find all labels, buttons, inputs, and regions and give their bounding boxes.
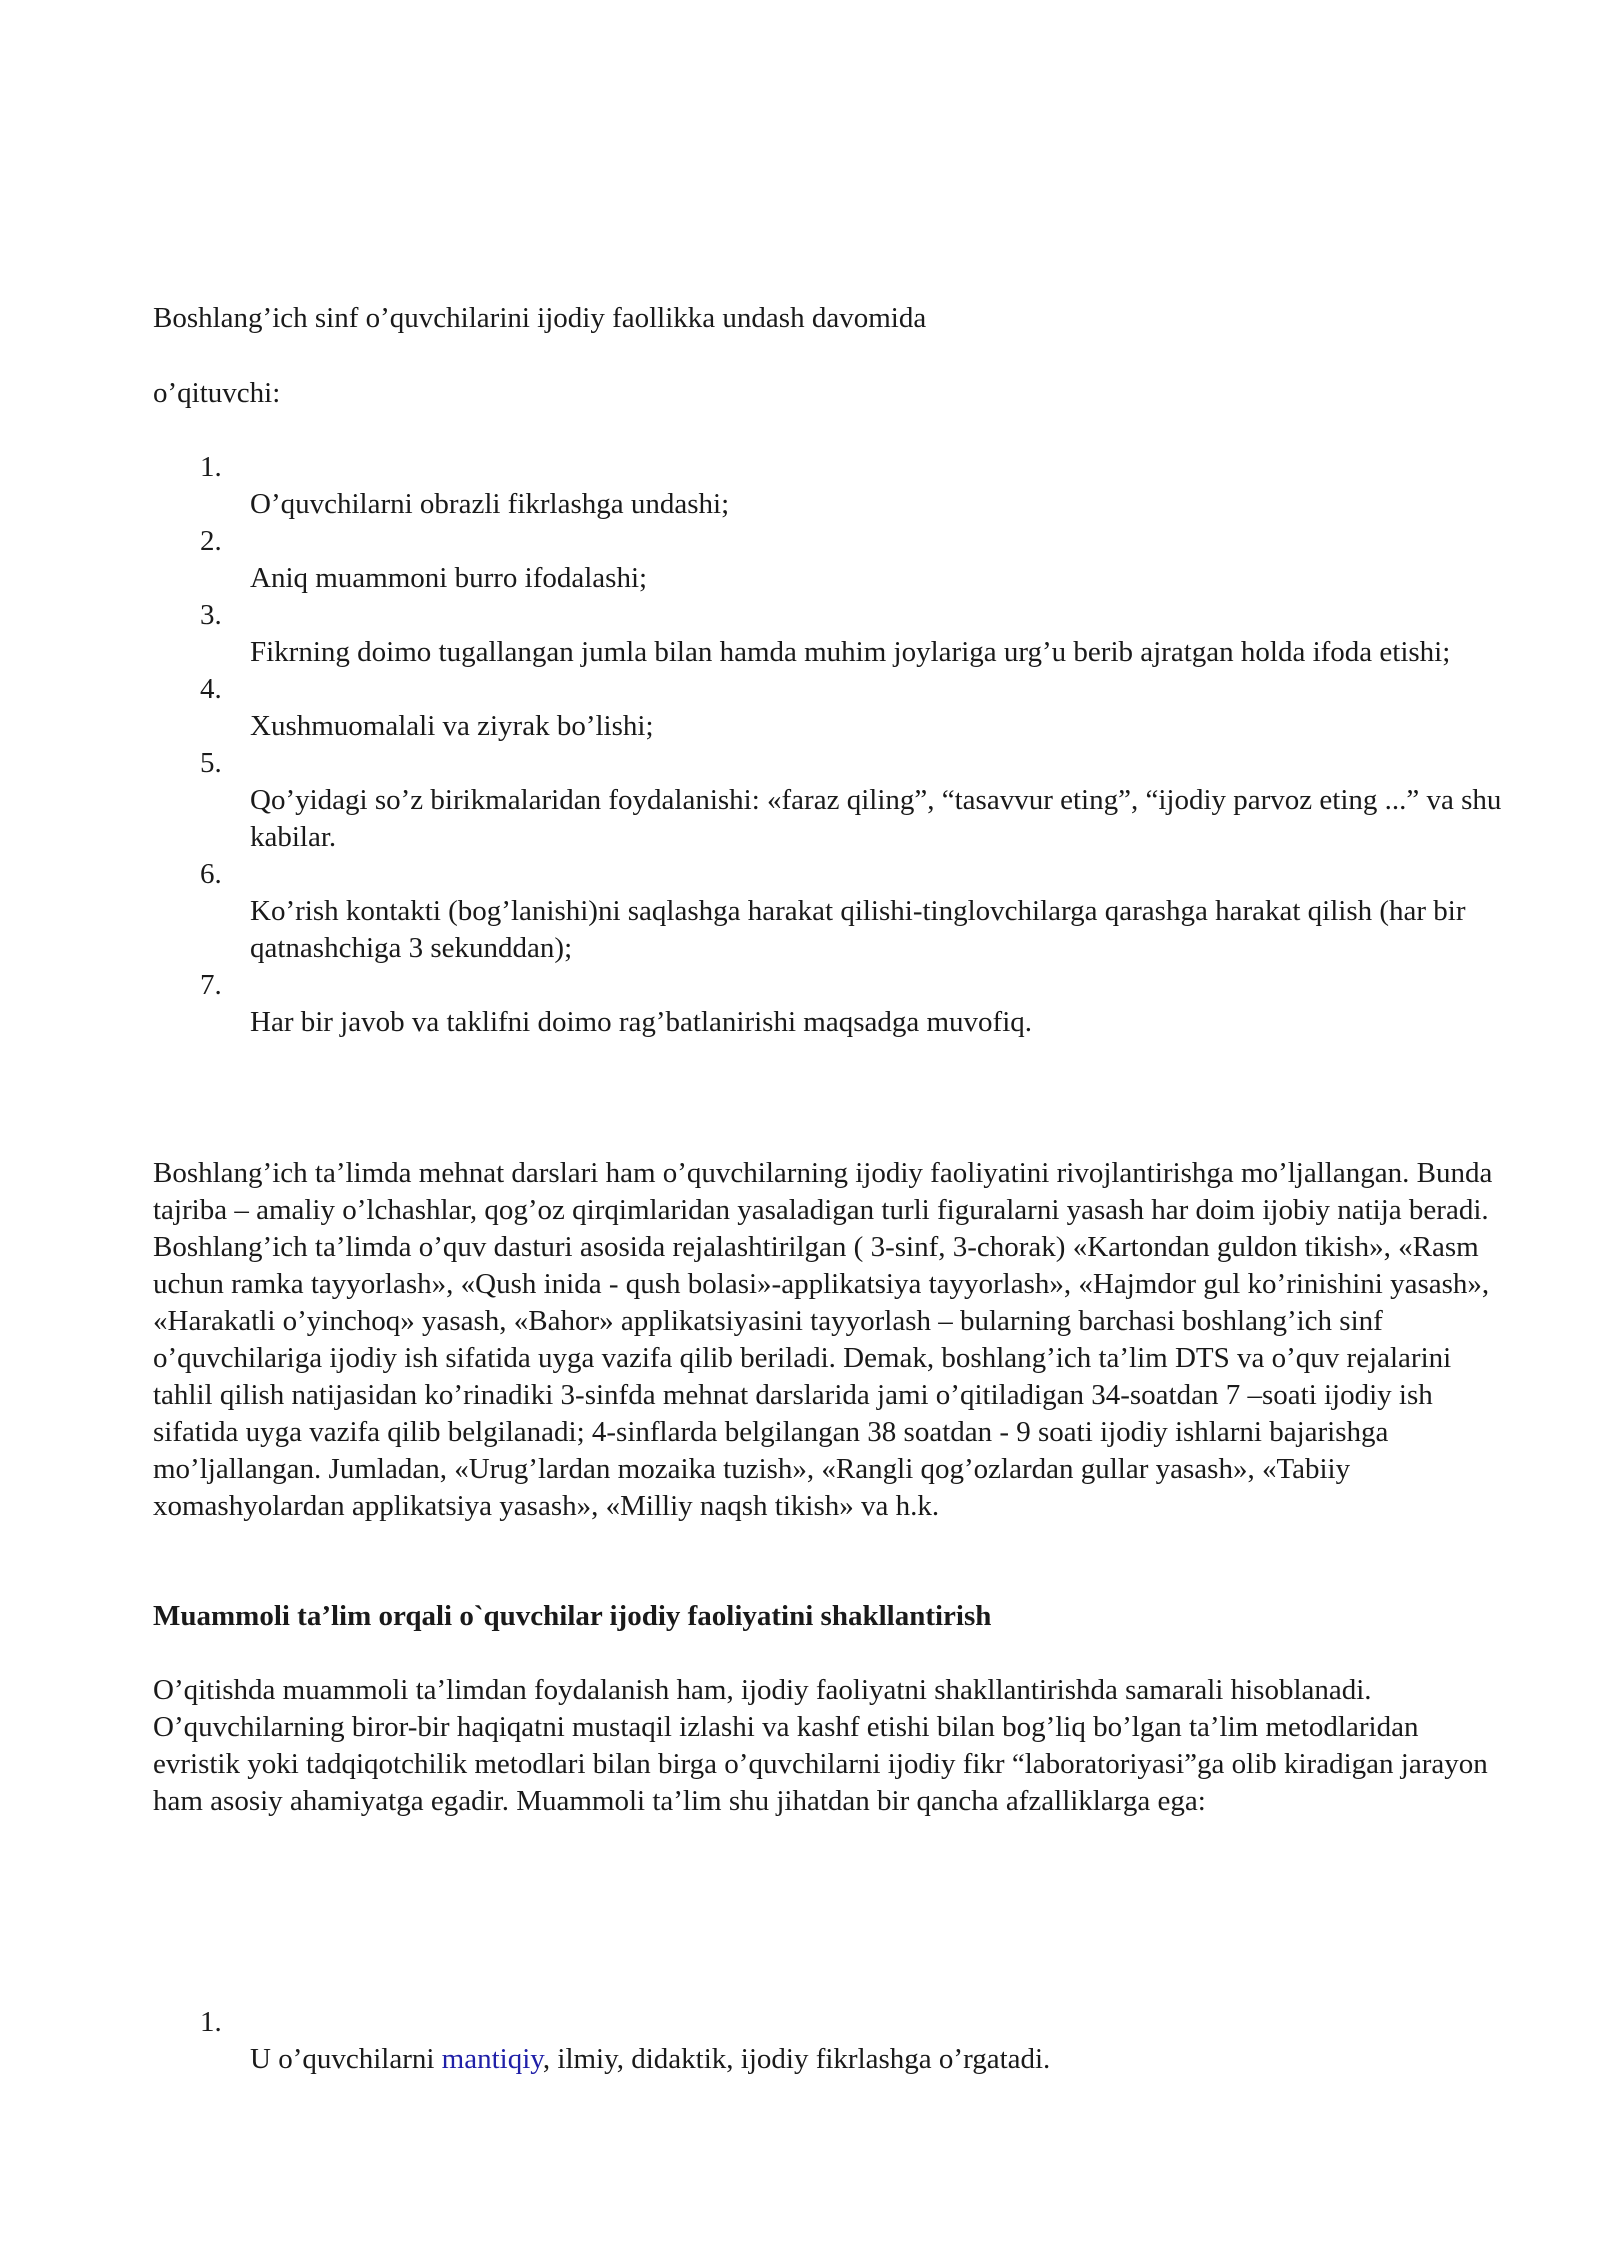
list-item — [0, 597, 1600, 671]
list-item — [0, 745, 1600, 856]
list-text — [0, 2041, 1510, 2078]
list-text: Aniq muammoni burro ifodalashi; — [250, 562, 648, 594]
body-paragraph-2: O’qitishda muammoli ta’limdan foydalanish ham, ijodiy faoliyatni shakllantirishda samarali hisoblanadi. O’quvchilarning biror-bir haqiqatni mustaqil izlashi va kashf etishi bilan bog’liq bo’lgan ta’lim metodlaridan evristik yoki tadqiqotchilik metodlari bilan birga o’quvchilarni ijodiy fikr “laboratoriyasi”ga olib kiradigan jarayon ham asosiy ahamiyatga egadir. Muammoli ta’lim shu jihatdan bir qancha afzalliklarga ega: — [153, 1674, 1488, 1817]
intro-line-1: Boshlang’ich sinf o’quvchilarini ijodiy faollikka undash davomida — [153, 302, 927, 334]
list-text-after: , ilmiy, didaktik, ijodiy fikrlashga o’rgatadi. — [542, 2043, 1051, 2075]
list-item — [0, 856, 1600, 967]
list-item — [0, 967, 1600, 1041]
mantiqiy-link[interactable]: mantiqiy — [441, 2043, 543, 2075]
numbered-list-1 — [0, 449, 1600, 1041]
list-text: Ko’rish kontakti (bog’lanishi)ni saqlashga harakat qilishi-tinglovchilarga qarashga harakat qilish (har bir qatnashchiga 3 sekunddan); — [250, 895, 1466, 964]
list-item — [0, 523, 1600, 597]
intro-line-2: o’qituvchi: — [153, 377, 281, 409]
list-number: 1. — [200, 2006, 222, 2038]
list-text: Har bir javob va taklifni doimo rag’batlanirishi maqsadga muvofiq. — [250, 1006, 1032, 1038]
numbered-list-2 — [0, 2004, 1600, 2078]
list-text: Fikrning doimo tugallangan jumla bilan hamda muhim joylariga urg’u berib ajratgan holda ifoda etishi; — [250, 636, 1451, 668]
list-text: Xushmuomalali va ziyrak bo’lishi; — [250, 710, 654, 742]
list-number: 6. — [200, 858, 222, 890]
list-number: 3. — [200, 599, 222, 631]
list-text-before: U o’quvchilarni — [250, 2043, 442, 2075]
list-number: 5. — [200, 747, 222, 779]
list-item — [0, 2004, 1600, 2078]
list-number: 7. — [200, 969, 222, 1001]
list-item — [0, 449, 1600, 523]
section-heading: Muammoli ta’lim orqali o`quvchilar ijodiy faoliyatini shakllantirish — [153, 1600, 992, 1632]
list-number: 1. — [200, 451, 222, 483]
body-paragraph-1: Boshlang’ich ta’limda mehnat darslari ham o’quvchilarning ijodiy faoliyatini rivojlantirishga mo’ljallangan. Bunda tajriba – amaliy o’lchashlar, qog’oz qirqimlaridan yasaladigan turli figuralarni yasash har doim ijobiy natija beradi. Boshlang’ich ta’limda o’quv dasturi asosida rejalashtirilgan ( 3-sinf, 3-chorak) «Kartondan guldon tikish», «Rasm uchun ramka tayyorlash», «Qush inida - qush bolasi»-applikatsiya tayyorlash», «Hajmdor gul ko’rinishini yasash», «Harakatli o’yinchoq» yasash, «Bahor» applikatsiyasini tayyorlash – bularning barchasi boshlang’ich sinf o’quvchilariga ijodiy ish sifatida uyga vazifa qilib beriladi. Demak, boshlang’ich ta’lim DTS va o’quv rejalarini tahlil qilish natijasidan ko’rinadiki 3-sinfda mehnat darslarida jami o’qitiladigan 34-soatdan 7 –soati ijodiy ish sifatida uyga vazifa qilib belgilanadi; 4-sinflarda belgilangan 38 soatdan - 9 soati ijodiy ishlarni bajarishga mo’ljallangan. Jumladan, «Urug’lardan mozaika tuzish», «Rangli qog’ozlardan gullar yasash», «Tabiiy xomashyolardan applikatsiya yasash», «Milliy naqsh tikish» va h.k. — [153, 1157, 1493, 1522]
list-number: 4. — [200, 673, 222, 705]
list-text: O’quvchilarni obrazli fikrlashga undashi; — [250, 488, 730, 520]
list-text: Qo’yidagi so’z birikmalaridan foydalanishi: «faraz qiling”, “tasavvur eting”, “ijodiy parvoz eting ...” va shu kabilar. — [250, 784, 1502, 853]
list-item — [0, 671, 1600, 745]
list-number: 2. — [200, 525, 222, 557]
